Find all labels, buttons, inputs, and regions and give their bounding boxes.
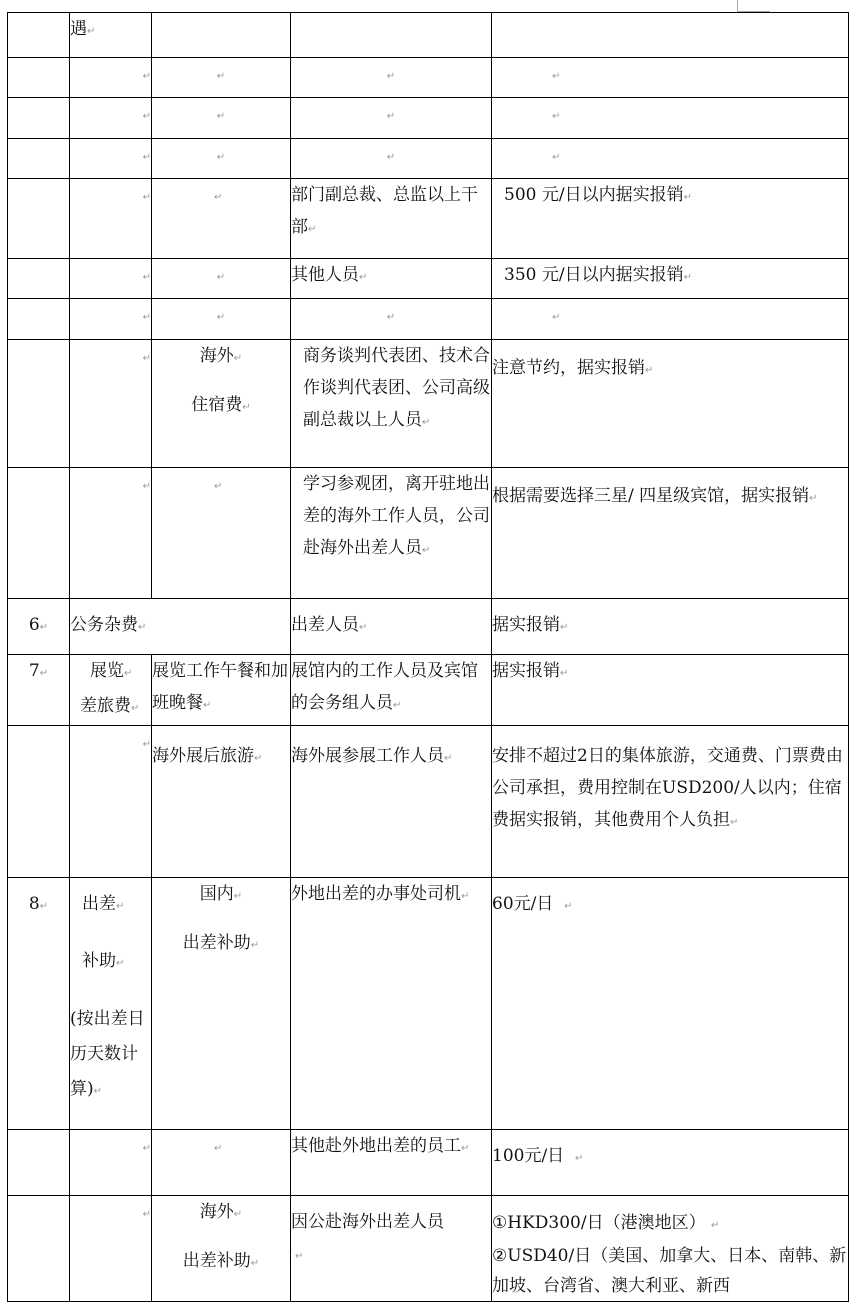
cell-category: ↵ [70,98,152,139]
expense-standards-table [7,12,849,1302]
cell-index [8,726,70,878]
cell-category: ↵ [70,340,152,468]
cell-item: ↵ [152,139,291,179]
cell-category: ↵ [70,468,152,599]
cell-index [8,259,70,299]
cell-item: ↵ [152,259,291,299]
cell-item: 国内↵ 出差补助↵ [152,878,291,1130]
cell-applicable-staff: 因公赴海外出差人员 ↵ [291,1196,492,1302]
cell-standard: ①HKD300/日（港澳地区） ↵ ②USD40/日（美国、加拿大、日本、南韩、新加坡、台湾省、澳大利亚、新西 [492,1196,849,1302]
cell-index [8,340,70,468]
cell-index: 6↵ [8,599,70,655]
cell-standard: 安排不超过2日的集体旅游，交通费、门票费由公司承担，费用控制在USD200/人以内；住宿费据实报销，其他费用个人负担↵ [492,726,849,878]
cell-category: ↵ [70,299,152,340]
cell-category: 出差↵ 补助↵ (按出差日历天数计算)↵ [70,878,152,1130]
cell-index [8,1130,70,1196]
cell-item [152,13,291,58]
table-row [8,1196,849,1302]
cell-category: ↵ [70,179,152,259]
cell-standard: 据实报销↵ [492,599,849,655]
table-row [8,139,849,179]
table-row [8,259,849,299]
cell-standard [492,13,849,58]
cell-standard: 注意节约，据实报销↵ [492,340,849,468]
page-corner-mark [737,0,770,12]
cell-applicable-staff: 其他赴外地出差的员工↵ [291,1130,492,1196]
cell-item: ↵ [152,58,291,98]
cell-item: ↵ [152,299,291,340]
cell-standard: ↵ [492,58,849,98]
table-row [8,468,849,599]
cell-applicable-staff [291,13,492,58]
cell-category: ↵ [70,139,152,179]
table-row [8,98,849,139]
cell-standard: ↵ [492,299,849,340]
cell-item: 展览工作午餐和加班晚餐↵ [152,655,291,726]
cell-category: ↵ [70,1196,152,1302]
cell-category: 公务杂费↵ [70,599,291,655]
cell-index [8,98,70,139]
cell-standard: 350 元/日以内据实报销↵ [492,259,849,299]
cell-applicable-staff: ↵ [291,98,492,139]
cell-index [8,139,70,179]
cell-index: 8↵ [8,878,70,1130]
cell-standard: 60元/日 ↵ [492,878,849,1130]
cell-index [8,179,70,259]
cell-index [8,13,70,58]
cell-index: 7↵ [8,655,70,726]
cell-category: ↵ [70,726,152,878]
cell-item: ↵ [152,1130,291,1196]
cell-standard: 据实报销↵ [492,655,849,726]
table-row [8,599,849,655]
cell-category: 展览↵ 差旅费↵ [70,655,152,726]
cell-category: ↵ [70,58,152,98]
table-row [8,878,849,1130]
cell-applicable-staff: 出差人员↵ [291,599,492,655]
cell-item: 海外↵ 住宿费↵ [152,340,291,468]
cell-applicable-staff: 商务谈判代表团、技术合作谈判代表团、公司高级副总裁以上人员↵ [291,340,492,468]
cell-index [8,468,70,599]
table-row [8,1130,849,1196]
cell-standard: ↵ [492,98,849,139]
cell-index [8,299,70,340]
cell-standard: 500 元/日以内据实报销↵ [492,179,849,259]
cell-standard: ↵ [492,139,849,179]
table-row [8,655,849,726]
cell-item: ↵ [152,468,291,599]
table-row [8,726,849,878]
cell-applicable-staff: 学习参观团，离开驻地出差的海外工作人员，公司赴海外出差人员↵ [291,468,492,599]
table-row [8,299,849,340]
cell-category: ↵ [70,1130,152,1196]
cell-standard: 根据需要选择三星/ 四星级宾馆，据实报销↵ [492,468,849,599]
cell-standard: 100元/日 ↵ [492,1130,849,1196]
cell-applicable-staff: 展馆内的工作人员及宾馆的会务组人员↵ [291,655,492,726]
table-row [8,340,849,468]
cell-applicable-staff: ↵ [291,139,492,179]
cell-item: ↵ [152,98,291,139]
table-row [8,58,849,98]
cell-applicable-staff: 外地出差的办事处司机↵ [291,878,492,1130]
cell-applicable-staff: ↵ [291,299,492,340]
cell-item: 海外展后旅游↵ [152,726,291,878]
cell-applicable-staff: ↵ [291,58,492,98]
table-row [8,13,849,58]
cell-applicable-staff: 部门副总裁、总监以上干部↵ [291,179,492,259]
cell-applicable-staff: 其他人员↵ [291,259,492,299]
cell-applicable-staff: 海外展参展工作人员↵ [291,726,492,878]
cell-item: ↵ [152,179,291,259]
cell-item: 海外↵ 出差补助↵ [152,1196,291,1302]
cell-index [8,58,70,98]
cell-category: ↵ [70,259,152,299]
cell-category: 遇↵ [70,13,152,58]
cell-index [8,1196,70,1302]
table-row [8,179,849,259]
